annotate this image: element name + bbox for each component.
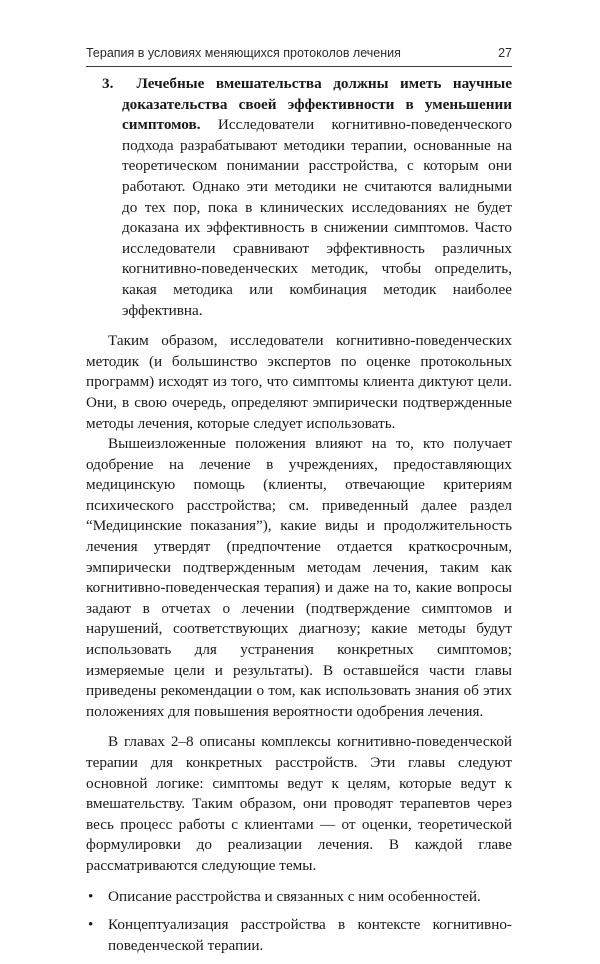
numbered-item-3 [102, 74, 513, 321]
item-text: Исследователи когнитивно-поведенческого подхода разрабатывают методики терапии, основанные на теоретическом понимании расстройства, с которым они работают. Однако эти методики не считаются валидными до тех пор, пока в клинических исследованиях не будет доказана их эффективность в снижении симптомов. Часто исследователи сравнивают эффективность различных когнитивно-поведенческих методик, чтобы определить, какая методика или комбинация методик наиболее эффективна. [122, 116, 513, 319]
paragraph-chapters: В главах 2–8 описаны комплексы когнитивно-поведенческой терапии для конкретных расстройств. Эти главы следуют основной логике: симптомы ведут к целям, которые ведут к вмешательству. Таким образом, они проводят терапевтов через весь процесс работы с клиентами — от оценки, теоретической формулировки до реализации лечения. В каждой главе рассматриваются следующие темы. [86, 733, 512, 874]
bullet-icon: • [88, 887, 94, 905]
bullet-icon: • [88, 916, 94, 934]
paragraph-summary: Таким образом, исследователи когнитивно-поведенческих методик (и большинство экспертов по оценке протокольных программ) исходят из того, что симптомы клиента диктуют цели. Они, в свою очередь, определяют эмпирически подтвержденные методы лечения, которые следует использовать. [86, 332, 512, 432]
item-number: 3. [102, 75, 114, 92]
page-number: 27 [498, 46, 512, 60]
list-item [86, 887, 512, 908]
list-item-text: Описание расстройства и связанных с ним особенностей. [108, 887, 481, 905]
list-item-text: Концептуализация расстройства в контексте когнитивно-поведенческой терапии. [108, 916, 512, 954]
topics-list [86, 887, 512, 957]
header-divider [86, 66, 512, 67]
page-body [86, 74, 512, 964]
list-item [86, 915, 512, 956]
paragraph-approval: Вышеизложенные положения влияют на то, кто получает одобрение на лечение в учреждениях, предоставляющих медицинскую помощь (клиенты, отвечающие критериям психического расстройства; см. приведенный далее раздел “Медицинские показания”), какие виды и продолжительность лечения утвердят (предпочтение отдается краткосрочным, эмпирически подтвержденным методам лечения, таким как когнитивно-поведенческая терапия) и даже на то, какие вопросы задают в отчетах о лечении (подтверждение симптомов и нарушений, соответствующих диагнозу; какие методы будут использовать для устранения конкретных симптомов; измеряемые цели и результаты). В оставшейся части главы приведены рекомендации о том, как использовать знания об этих положениях для повышения вероятности одобрения лечения. [86, 435, 512, 720]
item-heading: Лечебные вмешательства должны иметь научные доказательства своей эффективности в уменьшении симптомов. [122, 75, 512, 134]
running-header [86, 46, 512, 60]
running-header-title: Терапия в условиях меняющихся протоколов лечения [86, 46, 401, 60]
